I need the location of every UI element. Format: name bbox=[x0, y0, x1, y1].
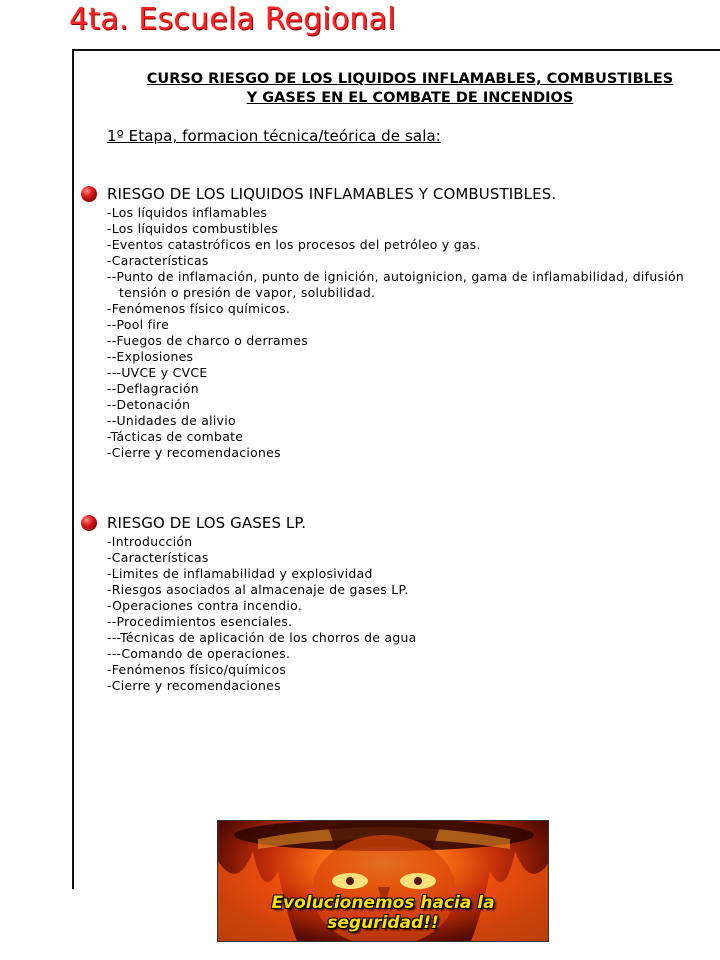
list-item: --Deflagración bbox=[107, 381, 199, 396]
list-item: -Los líquidos combustibles bbox=[107, 221, 279, 236]
list-item: ---Comando de operaciones. bbox=[107, 646, 291, 661]
red-bullet-icon bbox=[81, 515, 97, 531]
list-item: --Punto de inflamación, punto de ignición, autoignicion, gama de inflamabilidad, difusión bbox=[107, 269, 685, 284]
list-item: -Características bbox=[107, 550, 209, 565]
list-item: -Características bbox=[107, 253, 209, 268]
course-title-line-1: CURSO RIESGO DE LOS LIQUIDOS INFLAMABLES, COMBUSTIBLES bbox=[146, 71, 674, 87]
list-item: -Cierre y recomendaciones bbox=[107, 445, 281, 460]
red-bullet-icon bbox=[81, 186, 97, 202]
stage-subtitle: 1º Etapa, formacion técnica/teórica de sala: bbox=[107, 127, 441, 145]
list-item: -Fenómenos físico/químicos bbox=[107, 662, 287, 677]
list-item: -Introducción bbox=[107, 534, 193, 549]
list-item: -Eventos catastróficos en los procesos del petróleo y gas. bbox=[107, 237, 481, 252]
list-item: --Explosiones bbox=[107, 349, 194, 364]
list-item: --Pool fire bbox=[107, 317, 170, 332]
list-item: -Tácticas de combate bbox=[107, 429, 244, 444]
list-item: ---Técnicas de aplicación de los chorros de agua bbox=[107, 630, 417, 645]
list-item: --Fuegos de charco o derrames bbox=[107, 333, 308, 348]
list-item: -Fenómenos físico químicos. bbox=[107, 301, 291, 316]
list-item: --Unidades de alivio bbox=[107, 413, 236, 428]
list-item: -Los líquidos inflamables bbox=[107, 205, 268, 220]
list-item: -Cierre y recomendaciones bbox=[107, 678, 281, 693]
list-item: -Limites de inflamabilidad y explosividad bbox=[107, 566, 373, 581]
list-item: tensión o presión de vapor, solubilidad. bbox=[119, 285, 376, 300]
course-title bbox=[105, 70, 715, 108]
list-item: --Procedimientos esenciales. bbox=[107, 614, 293, 629]
left-divider bbox=[72, 49, 74, 889]
list-item: --Detonación bbox=[107, 397, 191, 412]
section-list-liquids bbox=[107, 205, 707, 461]
list-item: -Riesgos asociados al almacenaje de gases LP. bbox=[107, 582, 409, 597]
section-heading-liquids: RIESGO DE LOS LIQUIDOS INFLAMABLES Y COMBUSTIBLES. bbox=[107, 185, 557, 203]
firefighter-banner bbox=[217, 820, 549, 942]
list-item: -Operaciones contra incendio. bbox=[107, 598, 303, 613]
section-list-gases bbox=[107, 534, 707, 694]
list-item: ---UVCE y CVCE bbox=[107, 365, 208, 380]
top-divider bbox=[72, 49, 720, 51]
course-title-line-2: Y GASES EN EL COMBATE DE INCENDIOS bbox=[246, 90, 574, 106]
page-title: 4ta. Escuela Regional bbox=[69, 2, 396, 37]
section-heading-gases: RIESGO DE LOS GASES LP. bbox=[107, 514, 307, 532]
banner-slogan: Evolucionemos hacia la seguridad!! bbox=[271, 893, 495, 933]
